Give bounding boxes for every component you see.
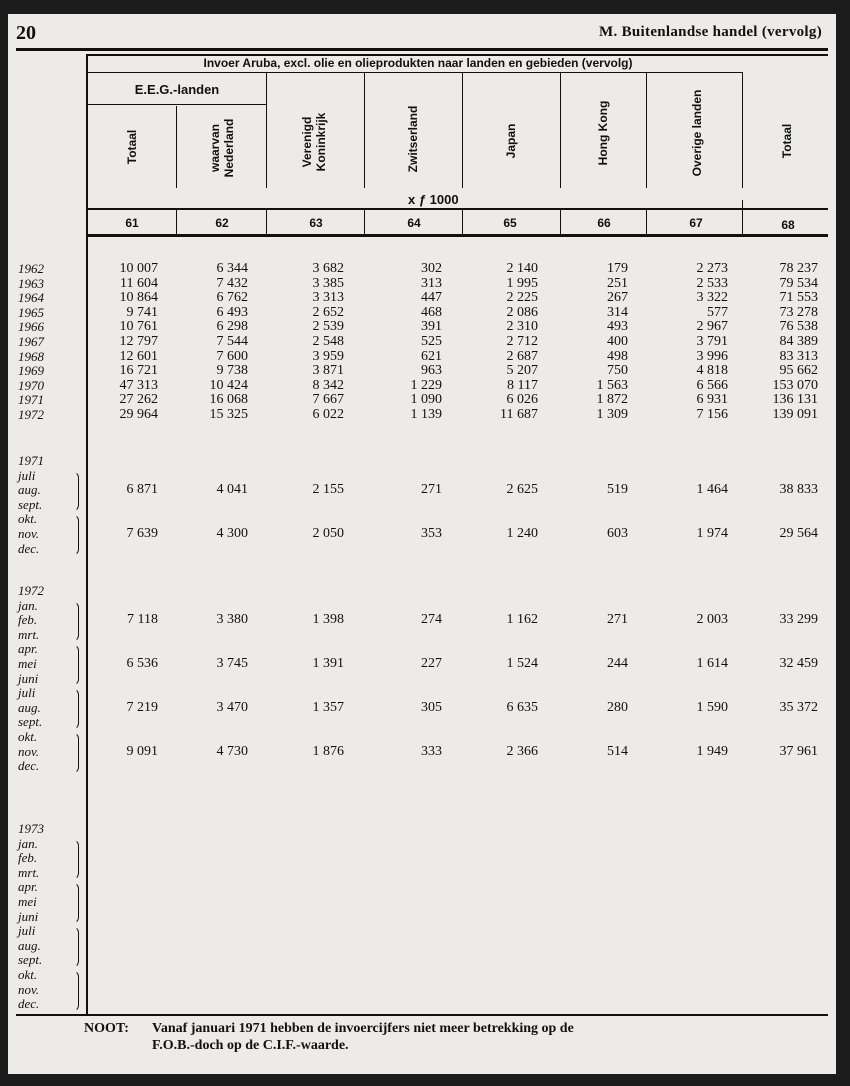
table-cell: 3 745 [216,656,248,671]
col-number: 67 [689,216,703,230]
table-cell: 603 [607,526,628,541]
table-cell: 7 639 [126,526,158,541]
table-cell: 3 682 [312,261,344,276]
table-cell: 3 996 [696,348,728,364]
table-cell: 12 601 [119,348,158,364]
page-number: 20 [16,22,36,44]
col-divider [266,72,267,188]
table-cell: 9 091 [126,743,158,759]
colnum-divider [364,210,365,234]
table-cell: 79 534 [779,275,818,291]
table-cell: 280 [607,699,628,715]
table-cell: 525 [421,334,442,349]
table-cell: 1 464 [696,482,728,498]
table-cell: 963 [421,363,442,379]
table-cell: 10 007 [119,261,158,276]
month-label: aug. [18,699,41,715]
table-cell: 95 662 [779,363,818,379]
table-cell: 4 041 [216,482,248,498]
table-cell: 7 600 [216,348,248,364]
unit-label: x ƒ 1000 [408,192,459,207]
table-cell: 6 344 [216,261,248,276]
table-cell: 1 391 [312,656,344,671]
table-cell: 6 298 [216,319,248,335]
table-cell: 2 967 [696,319,728,335]
table-cell: 76 538 [779,319,818,335]
table-cell: 12 797 [119,334,158,349]
month-label: aug. [18,482,41,498]
table-cell: 2 366 [506,743,538,759]
month-label: mrt. [18,864,40,880]
document-page [8,14,836,1074]
table-cell: 16 068 [209,392,248,408]
quarter-brace [72,970,79,1012]
table-cell: 15 325 [209,407,248,422]
col-label-verenigd-koninkrijk: Verenigd Koninkrijk [300,112,328,172]
table-cell: 1 240 [506,526,538,541]
table-cell: 1 090 [410,392,442,408]
table-cell: 47 313 [119,377,158,393]
row-year: 1970 [18,377,44,393]
table-cell: 6 026 [506,392,538,408]
month-label: dec. [18,996,40,1012]
table-cell: 71 553 [779,290,818,306]
row-year: 1964 [18,290,44,306]
table-cell: 305 [421,699,442,715]
col-number: 64 [407,216,421,230]
table-cell: 468 [421,304,442,320]
quarter-brace [72,926,79,968]
table-cell: 1 229 [410,377,442,393]
month-label: jan. [18,835,38,851]
table-cell: 2 712 [506,334,538,349]
table-cell: 11 604 [120,275,158,291]
note-line-2: F.O.B.-doch op de C.I.F.-waarde. [152,1038,349,1053]
table-cell: 16 721 [119,363,158,379]
month-label: feb. [18,612,38,628]
table-cell: 498 [607,348,628,364]
table-cell: 577 [707,304,728,320]
table-cell: 2 155 [312,482,344,498]
table-title: Invoer Aruba, excl. olie en olieprodukten naar landen en gebieden (vervolg) [203,56,633,70]
table-cell: 3 959 [312,348,344,364]
table-cell: 5 207 [506,363,538,379]
quarter-brace [72,882,79,924]
month-label: sept. [18,952,43,968]
table-cell: 271 [421,482,442,498]
table-cell: 313 [421,275,442,291]
table-cell: 10 864 [119,290,158,306]
table-cell: 83 313 [779,348,818,364]
table-cell: 391 [421,319,442,335]
table-cell: 1 614 [696,656,728,671]
col-number: 62 [215,216,229,230]
col-label-hong-kong: Hong Kong [596,100,610,166]
month-label: mei [18,894,37,909]
table-cell: 274 [421,612,442,628]
month-label: juli [18,923,36,939]
table-cell: 1 590 [696,699,728,715]
col-number: 61 [125,216,139,230]
table-cell: 1 524 [506,656,538,671]
eeg-underline [88,104,266,105]
table-cell: 4 300 [216,526,248,541]
table-cell: 78 237 [779,261,818,276]
month-label: sept. [18,714,43,730]
table-cell: 519 [607,482,628,498]
note-label: NOOT: [84,1021,129,1036]
month-label: aug. [18,937,41,953]
table-cell: 73 278 [779,304,818,320]
table-cell: 1 974 [696,526,728,541]
table-cell: 37 961 [779,743,818,759]
col-number: 65 [503,216,517,230]
table-cell: 6 762 [216,290,248,306]
month-label: jan. [18,597,38,613]
table-cell: 7 544 [216,334,248,349]
table-cell: 621 [421,348,442,364]
table-cell: 8 342 [312,377,344,393]
top-rule [16,48,828,51]
table-cell: 1 139 [410,407,442,422]
month-label: juli [18,685,36,701]
table-cell: 1 398 [312,612,344,628]
table-cell: 9 738 [216,363,248,379]
table-cell: 179 [607,261,628,276]
row-year: 1971 [18,392,44,408]
col-divider [462,72,463,188]
table-cell: 3 871 [312,363,344,379]
row-year: 1962 [18,261,44,276]
block-year: 1973 [18,821,44,836]
table-cell: 3 322 [696,290,728,306]
table-cell: 7 667 [312,392,344,408]
section-title: M. Buitenlandse handel (vervolg) [599,24,822,40]
block-year: 1972 [18,583,44,598]
month-label: juli [18,467,36,483]
col-number: 68 [781,218,795,232]
col-number: 66 [597,216,611,230]
table-cell: 2 050 [312,526,344,541]
table-cell: 32 459 [779,656,818,671]
month-label: juni [18,908,39,924]
table-cell: 7 118 [127,612,158,628]
table-cell: 227 [421,656,442,671]
month-label: nov. [18,743,40,759]
table-cell: 4 818 [696,363,728,379]
month-label: nov. [18,526,40,541]
table-cell: 1 995 [506,275,538,291]
table-cell: 333 [421,743,442,759]
table-cell: 29 564 [779,526,818,541]
month-label: apr. [18,879,38,895]
table-cell: 2 225 [506,290,538,306]
col-label-totaal: Totaal [780,123,794,159]
table-cell: 6 536 [126,656,158,671]
quarter-brace [72,839,79,881]
eeg-group-label: E.E.G.-landen [134,82,220,97]
table-cell: 136 131 [772,392,818,408]
table-cell: 27 262 [119,392,158,408]
month-label: sept. [18,496,43,512]
col-label-nederland: waarvan Nederland [208,118,236,178]
row-year: 1966 [18,319,44,335]
month-label: okt. [18,729,38,744]
row-year: 1963 [18,275,44,291]
table-cell: 4 730 [216,743,248,759]
col-label-totaal-eeg: Totaal [125,129,139,165]
col-label-zwitserland: Zwitserland [406,105,420,173]
row-year: 1969 [18,363,44,379]
table-cell: 271 [607,612,628,628]
table-cell: 2 310 [506,319,538,335]
table-cell: 353 [421,526,442,541]
table-cell: 1 162 [506,612,538,628]
bottom-rule [16,1014,828,1016]
table-cell: 6 022 [312,407,344,422]
table-cell: 2 003 [696,612,728,628]
table-cell: 7 432 [216,275,248,291]
table-cell: 447 [421,290,442,306]
colnum-divider [646,210,647,234]
table-cell: 2 533 [696,275,728,291]
table-cell: 153 070 [772,377,818,393]
table-cell: 8 117 [507,377,538,393]
colnum-divider [742,200,743,234]
month-label: okt. [18,967,38,982]
note-line-1: Vanaf januari 1971 hebben de invoercijfers niet meer betrekking op de [152,1021,574,1036]
table-cell: 2 086 [506,304,538,320]
colnum-divider [560,210,561,234]
table-cell: 3 791 [696,334,728,349]
month-label: okt. [18,511,38,527]
table-cell: 2 548 [312,334,344,349]
colnum-divider [176,210,177,234]
col-divider [646,72,647,188]
table-cell: 3 380 [216,612,248,628]
col-divider [364,72,365,188]
table-cell: 7 156 [696,407,728,422]
table-cell: 400 [607,334,628,349]
row-year: 1965 [18,304,44,320]
table-cell: 2 273 [696,261,728,276]
month-label: mei [18,656,37,671]
month-label: dec. [18,540,40,556]
table-cell: 9 741 [126,304,158,320]
title-underline [88,72,742,73]
table-cell: 3 313 [312,290,344,306]
month-label: feb. [18,850,38,866]
table-cell: 750 [607,363,628,379]
table-cell: 1 357 [312,699,344,715]
colnum-top-rule [88,208,828,210]
table-cell: 6 566 [696,377,728,393]
row-year: 1972 [18,407,44,422]
table-cell: 7 219 [126,699,158,715]
body-top-rule [88,236,828,237]
table-cell: 314 [607,304,628,320]
table-cell: 2 140 [506,261,538,276]
table-cell: 2 625 [506,482,538,498]
table-cell: 6 635 [506,699,538,715]
table-cell: 33 299 [779,612,818,628]
colnum-divider [266,210,267,234]
month-label: juni [18,670,39,686]
row-year: 1968 [18,348,44,364]
table-cell: 84 389 [779,334,818,349]
col-label-japan: Japan [504,123,518,159]
table-cell: 1 876 [312,743,344,759]
table-cell: 1 872 [596,392,628,408]
table-cell: 38 833 [779,482,818,498]
table-cell: 514 [607,743,628,759]
table-cell: 35 372 [779,699,818,715]
table-cell: 6 931 [696,392,728,408]
table-cell: 2 687 [506,348,538,364]
block-year: 1971 [18,453,44,468]
table-cell: 1 309 [596,407,628,422]
table-cell: 29 964 [119,407,158,422]
table-cell: 244 [607,656,628,671]
table-cell: 1 563 [596,377,628,393]
table-cell: 3 385 [312,275,344,291]
month-label: nov. [18,981,40,997]
table-cell: 11 687 [500,407,538,422]
table-cell: 139 091 [772,407,818,422]
col-divider [560,72,561,188]
colnum-divider [462,210,463,234]
month-label: dec. [18,758,40,774]
table-cell: 3 470 [216,699,248,715]
table-cell: 302 [421,261,442,276]
row-year: 1967 [18,334,44,349]
table-cell: 1 949 [696,743,728,759]
table-cell: 10 424 [209,377,248,393]
table-cell: 267 [607,290,628,306]
table-cell: 2 652 [312,304,344,320]
month-label: apr. [18,641,38,657]
col-label-overige-landen: Overige landen [690,89,704,177]
table-cell: 493 [607,319,628,335]
col-number: 63 [309,216,323,230]
table-cell: 6 871 [126,482,158,498]
table-cell: 2 539 [312,319,344,335]
month-label: mrt. [18,626,40,642]
table-cell: 251 [607,275,628,291]
col-divider [742,72,743,188]
table-cell: 10 761 [119,319,158,335]
table-cell: 6 493 [216,304,248,320]
col-divider [176,106,177,188]
